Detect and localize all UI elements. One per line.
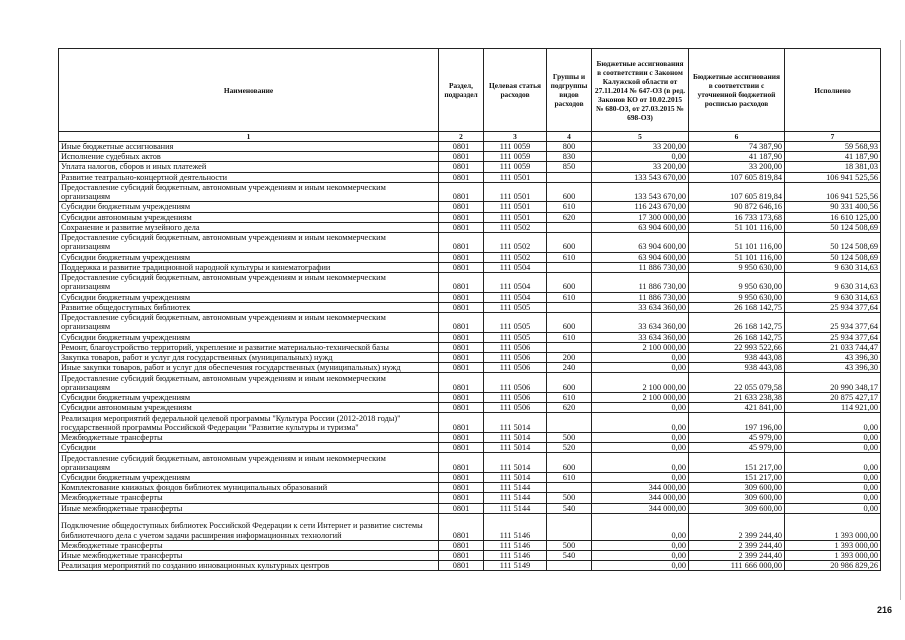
table-row <box>59 443 881 453</box>
row-budget-law: 0,00 <box>592 473 689 483</box>
row-executed: 0,00 <box>785 413 881 433</box>
row-executed: 1 393 000,00 <box>785 540 881 550</box>
column-number: 3 <box>484 132 547 142</box>
row-group: 610 <box>547 473 592 483</box>
row-section: 0801 <box>439 332 484 342</box>
row-target: 111 5014 <box>484 473 547 483</box>
row-budget-law: 344 000,00 <box>592 493 689 503</box>
row-budget-schedule: 111 666 000,00 <box>689 561 785 571</box>
table-row <box>59 483 881 493</box>
row-group: 520 <box>547 443 592 453</box>
column-number: 2 <box>439 132 484 142</box>
table-row <box>59 551 881 561</box>
row-group: 200 <box>547 353 592 363</box>
row-section: 0801 <box>439 443 484 453</box>
row-section: 0801 <box>439 172 484 182</box>
row-section: 0801 <box>439 433 484 443</box>
row-group <box>547 561 592 571</box>
row-executed: 50 124 508,69 <box>785 252 881 262</box>
row-budget-schedule: 74 387,90 <box>689 142 785 152</box>
row-budget-schedule: 151 217,00 <box>689 473 785 483</box>
row-budget-schedule: 309 600,00 <box>689 503 785 513</box>
row-name: Иные межбюджетные трансферты <box>59 551 439 561</box>
column-number: 5 <box>592 132 689 142</box>
row-name: Подключение общедоступных библиотек Российской Федерации к сети Интернет и развитие системы библиотечного дела с учетом задачи расширения информационных технологий <box>59 513 439 540</box>
row-group: 610 <box>547 332 592 342</box>
row-section: 0801 <box>439 373 484 393</box>
row-group: 610 <box>547 252 592 262</box>
row-executed: 0,00 <box>785 433 881 443</box>
row-budget-schedule: 2 399 244,40 <box>689 540 785 550</box>
header-section: Раздел, подраздел <box>439 49 484 132</box>
row-group: 600 <box>547 233 592 253</box>
row-name: Предоставление субсидий бюджетным, автономным учреждениям и иным некоммерческим организациям <box>59 453 439 473</box>
row-target: 111 0506 <box>484 353 547 363</box>
row-budget-law: 2 100 000,00 <box>592 393 689 403</box>
row-budget-law: 133 543 670,00 <box>592 182 689 202</box>
header-target: Целевая статья расходов <box>484 49 547 132</box>
row-target: 111 0506 <box>484 363 547 373</box>
row-name: Реализация мероприятий федеральной целевой программы "Культура России (2012-2018 годы)" государственной программы Российской Федерации "Развитие культуры и туризма" <box>59 413 439 433</box>
row-budget-law: 0,00 <box>592 353 689 363</box>
row-section: 0801 <box>439 503 484 513</box>
row-budget-law: 11 886 730,00 <box>592 292 689 302</box>
row-executed: 114 921,00 <box>785 403 881 413</box>
row-budget-law: 11 886 730,00 <box>592 273 689 293</box>
row-name: Предоставление субсидий бюджетным, автономным учреждениям и иным некоммерческим организациям <box>59 373 439 393</box>
row-name: Предоставление субсидий бюджетным, автономным учреждениям и иным некоммерческим организациям <box>59 313 439 333</box>
row-budget-law: 33 634 360,00 <box>592 313 689 333</box>
row-budget-schedule: 151 217,00 <box>689 453 785 473</box>
row-group: 540 <box>547 503 592 513</box>
row-name: Предоставление субсидий бюджетным, автономным учреждениям и иным некоммерческим организациям <box>59 182 439 202</box>
row-budget-schedule: 9 950 630,00 <box>689 273 785 293</box>
row-budget-schedule: 41 187,90 <box>689 152 785 162</box>
row-group: 500 <box>547 540 592 550</box>
table-row <box>59 172 881 182</box>
row-section: 0801 <box>439 152 484 162</box>
table-row <box>59 413 881 433</box>
row-target: 111 0506 <box>484 373 547 393</box>
row-target: 111 0505 <box>484 332 547 342</box>
row-target: 111 0504 <box>484 292 547 302</box>
row-name: Субсидии бюджетным учреждениям <box>59 473 439 483</box>
row-budget-law: 116 243 670,00 <box>592 202 689 212</box>
row-name: Комплектование книжных фондов библиотек муниципальных образований <box>59 483 439 493</box>
row-name: Поддержка и развитие традиционной народной культуры и кинематографии <box>59 262 439 272</box>
row-budget-law: 0,00 <box>592 513 689 540</box>
row-name: Межбюджетные трансферты <box>59 433 439 443</box>
table-row <box>59 503 881 513</box>
row-budget-schedule: 2 399 244,40 <box>689 551 785 561</box>
row-name: Субсидии автономным учреждениям <box>59 403 439 413</box>
row-group: 800 <box>547 142 592 152</box>
row-target: 111 5014 <box>484 433 547 443</box>
row-budget-schedule: 51 101 116,00 <box>689 252 785 262</box>
row-budget-schedule: 309 600,00 <box>689 493 785 503</box>
row-group: 240 <box>547 363 592 373</box>
row-budget-law: 2 100 000,00 <box>592 373 689 393</box>
table-row <box>59 561 881 571</box>
row-executed: 90 331 400,56 <box>785 202 881 212</box>
row-budget-law: 63 904 600,00 <box>592 222 689 232</box>
row-budget-schedule: 51 101 116,00 <box>689 233 785 253</box>
row-group: 600 <box>547 453 592 473</box>
table-body <box>59 142 881 571</box>
row-section: 0801 <box>439 453 484 473</box>
row-executed: 41 187,90 <box>785 152 881 162</box>
row-executed: 9 630 314,63 <box>785 292 881 302</box>
row-executed: 1 393 000,00 <box>785 513 881 540</box>
row-budget-schedule: 309 600,00 <box>689 483 785 493</box>
row-budget-schedule: 9 950 630,00 <box>689 262 785 272</box>
row-group: 540 <box>547 551 592 561</box>
row-target: 111 0501 <box>484 212 547 222</box>
row-group: 600 <box>547 182 592 202</box>
row-group: 850 <box>547 162 592 172</box>
row-target: 111 0059 <box>484 162 547 172</box>
row-section: 0801 <box>439 273 484 293</box>
row-executed: 9 630 314,63 <box>785 262 881 272</box>
row-executed: 20 875 427,17 <box>785 393 881 403</box>
row-budget-law: 0,00 <box>592 561 689 571</box>
table-row <box>59 292 881 302</box>
table-row <box>59 233 881 253</box>
row-group: 620 <box>547 212 592 222</box>
row-target: 111 0501 <box>484 202 547 212</box>
row-budget-schedule: 45 979,00 <box>689 443 785 453</box>
row-target: 111 0501 <box>484 172 547 182</box>
row-section: 0801 <box>439 540 484 550</box>
row-name: Предоставление субсидий бюджетным, автономным учреждениям и иным некоммерческим организациям <box>59 233 439 253</box>
row-section: 0801 <box>439 302 484 312</box>
column-number: 1 <box>59 132 439 142</box>
row-budget-schedule: 938 443,08 <box>689 353 785 363</box>
row-target: 111 5146 <box>484 540 547 550</box>
row-target: 111 0502 <box>484 222 547 232</box>
row-name: Исполнение судебных актов <box>59 152 439 162</box>
row-target: 111 5144 <box>484 493 547 503</box>
row-section: 0801 <box>439 493 484 503</box>
row-budget-law: 344 000,00 <box>592 483 689 493</box>
row-budget-law: 63 904 600,00 <box>592 233 689 253</box>
row-budget-law: 17 300 000,00 <box>592 212 689 222</box>
row-target: 111 5149 <box>484 561 547 571</box>
row-budget-schedule: 26 168 142,75 <box>689 302 785 312</box>
row-section: 0801 <box>439 342 484 352</box>
row-budget-law: 0,00 <box>592 413 689 433</box>
row-budget-schedule: 16 733 173,68 <box>689 212 785 222</box>
row-budget-schedule: 22 055 079,58 <box>689 373 785 393</box>
row-budget-schedule: 421 841,00 <box>689 403 785 413</box>
row-section: 0801 <box>439 413 484 433</box>
row-budget-law: 2 100 000,00 <box>592 342 689 352</box>
row-budget-law: 133 543 670,00 <box>592 172 689 182</box>
row-section: 0801 <box>439 142 484 152</box>
row-budget-law: 0,00 <box>592 453 689 473</box>
table-row <box>59 273 881 293</box>
row-group <box>547 262 592 272</box>
row-executed: 20 990 348,17 <box>785 373 881 393</box>
row-executed: 1 393 000,00 <box>785 551 881 561</box>
row-name: Иные закупки товаров, работ и услуг для обеспечения государственных (муниципальных) нужд <box>59 363 439 373</box>
table-row <box>59 353 881 363</box>
row-executed: 21 033 744,47 <box>785 342 881 352</box>
row-budget-schedule: 26 168 142,75 <box>689 313 785 333</box>
row-section: 0801 <box>439 262 484 272</box>
row-executed: 0,00 <box>785 483 881 493</box>
row-target: 111 0059 <box>484 142 547 152</box>
row-section: 0801 <box>439 473 484 483</box>
row-group <box>547 342 592 352</box>
row-section: 0801 <box>439 483 484 493</box>
row-target: 111 0504 <box>484 262 547 272</box>
row-name: Сохранение и развитие музейного дела <box>59 222 439 232</box>
row-group: 620 <box>547 403 592 413</box>
row-section: 0801 <box>439 393 484 403</box>
header-row <box>59 49 881 132</box>
row-name: Субсидии бюджетным учреждениям <box>59 292 439 302</box>
row-budget-schedule: 33 200,00 <box>689 162 785 172</box>
row-executed: 25 934 377,64 <box>785 302 881 312</box>
column-number: 7 <box>785 132 881 142</box>
table-row <box>59 433 881 443</box>
row-target: 111 0506 <box>484 403 547 413</box>
row-budget-schedule: 9 950 630,00 <box>689 292 785 302</box>
row-budget-law: 0,00 <box>592 443 689 453</box>
row-name: Субсидии бюджетным учреждениям <box>59 393 439 403</box>
row-executed: 0,00 <box>785 473 881 483</box>
table-row <box>59 513 881 540</box>
row-group: 600 <box>547 273 592 293</box>
row-budget-schedule: 107 605 819,84 <box>689 182 785 202</box>
row-target: 111 5144 <box>484 483 547 493</box>
row-executed: 50 124 508,69 <box>785 222 881 232</box>
row-budget-schedule: 21 633 238,38 <box>689 393 785 403</box>
row-target: 111 0504 <box>484 273 547 293</box>
page-number: 216 <box>877 605 893 615</box>
row-budget-schedule: 197 196,00 <box>689 413 785 433</box>
row-section: 0801 <box>439 222 484 232</box>
row-executed: 106 941 525,56 <box>785 182 881 202</box>
table-row <box>59 342 881 352</box>
row-name: Иные бюджетные ассигнования <box>59 142 439 152</box>
row-section: 0801 <box>439 252 484 262</box>
row-name: Субсидии автономным учреждениям <box>59 212 439 222</box>
row-group: 610 <box>547 393 592 403</box>
row-target: 111 0501 <box>484 182 547 202</box>
table-row <box>59 162 881 172</box>
table-row <box>59 403 881 413</box>
row-budget-law: 0,00 <box>592 433 689 443</box>
row-executed: 9 630 314,63 <box>785 273 881 293</box>
row-group: 830 <box>547 152 592 162</box>
table-row <box>59 363 881 373</box>
table-row <box>59 212 881 222</box>
row-executed: 43 396,30 <box>785 363 881 373</box>
table-row <box>59 332 881 342</box>
row-name: Развитие общедоступных библиотек <box>59 302 439 312</box>
table-row <box>59 373 881 393</box>
table-row <box>59 222 881 232</box>
row-group: 610 <box>547 292 592 302</box>
header-groups: Группы и подгруппы видов расходов <box>547 49 592 132</box>
row-name: Субсидии бюджетным учреждениям <box>59 252 439 262</box>
row-section: 0801 <box>439 403 484 413</box>
row-target: 111 5014 <box>484 453 547 473</box>
header-budget-law: Бюджетные ассигнования в соответствии с Законом Калужской области от 27.11.2014 № 647-ОЗ (в ред. Законов КО от 10.02.2015 № 680-ОЗ, от 27.03.2015 № 698-ОЗ) <box>592 49 689 132</box>
row-group <box>547 513 592 540</box>
row-section: 0801 <box>439 561 484 571</box>
row-group <box>547 483 592 493</box>
row-name: Реализация мероприятий по созданию инновационных культурных центров <box>59 561 439 571</box>
row-target: 111 0505 <box>484 302 547 312</box>
row-executed: 20 986 829,26 <box>785 561 881 571</box>
row-executed: 0,00 <box>785 453 881 473</box>
row-name: Межбюджетные трансферты <box>59 493 439 503</box>
row-target: 111 0505 <box>484 313 547 333</box>
table-row <box>59 182 881 202</box>
column-number-row <box>59 132 881 142</box>
budget-table <box>58 48 881 571</box>
table-row <box>59 202 881 212</box>
row-group: 610 <box>547 202 592 212</box>
row-budget-law: 11 886 730,00 <box>592 262 689 272</box>
row-name: Межбюджетные трансферты <box>59 540 439 550</box>
row-budget-schedule: 90 872 646,16 <box>689 202 785 212</box>
row-target: 111 5146 <box>484 551 547 561</box>
row-budget-law: 33 634 360,00 <box>592 332 689 342</box>
row-budget-law: 63 904 600,00 <box>592 252 689 262</box>
row-executed: 43 396,30 <box>785 353 881 363</box>
row-budget-law: 0,00 <box>592 152 689 162</box>
row-target: 111 5146 <box>484 513 547 540</box>
table-row <box>59 252 881 262</box>
row-budget-schedule: 107 605 819,84 <box>689 172 785 182</box>
row-budget-law: 344 000,00 <box>592 503 689 513</box>
row-group <box>547 302 592 312</box>
row-section: 0801 <box>439 182 484 202</box>
row-name: Уплата налогов, сборов и иных платежей <box>59 162 439 172</box>
row-target: 111 0502 <box>484 233 547 253</box>
row-section: 0801 <box>439 513 484 540</box>
row-budget-schedule: 2 399 244,40 <box>689 513 785 540</box>
row-name: Закупка товаров, работ и услуг для государственных (муниципальных) нужд <box>59 353 439 363</box>
row-target: 111 5014 <box>484 413 547 433</box>
table-row <box>59 152 881 162</box>
row-name: Предоставление субсидий бюджетным, автономным учреждениям и иным некоммерческим организациям <box>59 273 439 293</box>
row-group <box>547 172 592 182</box>
budget-report-sheet <box>58 48 880 571</box>
row-group <box>547 222 592 232</box>
row-group <box>547 413 592 433</box>
column-number: 4 <box>547 132 592 142</box>
header-executed: Исполнено <box>785 49 881 132</box>
row-section: 0801 <box>439 212 484 222</box>
row-section: 0801 <box>439 292 484 302</box>
row-target: 111 0506 <box>484 342 547 352</box>
table-row <box>59 473 881 483</box>
row-target: 111 0059 <box>484 152 547 162</box>
table-row <box>59 313 881 333</box>
column-number: 6 <box>689 132 785 142</box>
table-row <box>59 393 881 403</box>
row-budget-schedule: 51 101 116,00 <box>689 222 785 232</box>
row-group: 600 <box>547 373 592 393</box>
row-section: 0801 <box>439 363 484 373</box>
row-budget-schedule: 45 979,00 <box>689 433 785 443</box>
row-budget-schedule: 26 168 142,75 <box>689 332 785 342</box>
row-executed: 25 934 377,64 <box>785 332 881 342</box>
row-name: Развитие театрально-концертной деятельности <box>59 172 439 182</box>
row-name: Субсидии бюджетным учреждениям <box>59 202 439 212</box>
header-budget-schedule: Бюджетные ассигнования в соответствии с уточненной бюджетной росписью расходов <box>689 49 785 132</box>
row-name: Ремонт, благоустройство территорий, укрепление и развитие материально-технической базы <box>59 342 439 352</box>
row-name: Субсидии <box>59 443 439 453</box>
row-executed: 0,00 <box>785 443 881 453</box>
table-row <box>59 302 881 312</box>
row-section: 0801 <box>439 162 484 172</box>
table-row <box>59 540 881 550</box>
row-budget-law: 33 634 360,00 <box>592 302 689 312</box>
row-target: 111 0506 <box>484 393 547 403</box>
row-budget-law: 33 200,00 <box>592 142 689 152</box>
table-row <box>59 453 881 473</box>
row-section: 0801 <box>439 551 484 561</box>
header-name: Наименование <box>59 49 439 132</box>
row-executed: 25 934 377,64 <box>785 313 881 333</box>
row-executed: 0,00 <box>785 493 881 503</box>
row-target: 111 0502 <box>484 252 547 262</box>
row-target: 111 5014 <box>484 443 547 453</box>
row-section: 0801 <box>439 202 484 212</box>
row-budget-law: 0,00 <box>592 363 689 373</box>
row-name: Иные межбюджетные трансферты <box>59 503 439 513</box>
row-executed: 16 610 125,00 <box>785 212 881 222</box>
row-budget-law: 33 200,00 <box>592 162 689 172</box>
row-executed: 106 941 525,56 <box>785 172 881 182</box>
table-row <box>59 493 881 503</box>
table-row <box>59 142 881 152</box>
row-budget-law: 0,00 <box>592 403 689 413</box>
row-budget-schedule: 22 993 522,66 <box>689 342 785 352</box>
row-group: 500 <box>547 433 592 443</box>
row-group: 600 <box>547 313 592 333</box>
row-target: 111 5144 <box>484 503 547 513</box>
row-executed: 59 568,93 <box>785 142 881 152</box>
row-executed: 50 124 508,69 <box>785 233 881 253</box>
scan-edge <box>900 40 901 600</box>
row-section: 0801 <box>439 233 484 253</box>
row-budget-law: 0,00 <box>592 540 689 550</box>
row-section: 0801 <box>439 353 484 363</box>
row-executed: 0,00 <box>785 503 881 513</box>
row-name: Субсидии бюджетным учреждениям <box>59 332 439 342</box>
table-row <box>59 262 881 272</box>
row-group: 500 <box>547 493 592 503</box>
row-section: 0801 <box>439 313 484 333</box>
row-budget-schedule: 938 443,08 <box>689 363 785 373</box>
row-executed: 18 381,03 <box>785 162 881 172</box>
row-budget-law: 0,00 <box>592 551 689 561</box>
